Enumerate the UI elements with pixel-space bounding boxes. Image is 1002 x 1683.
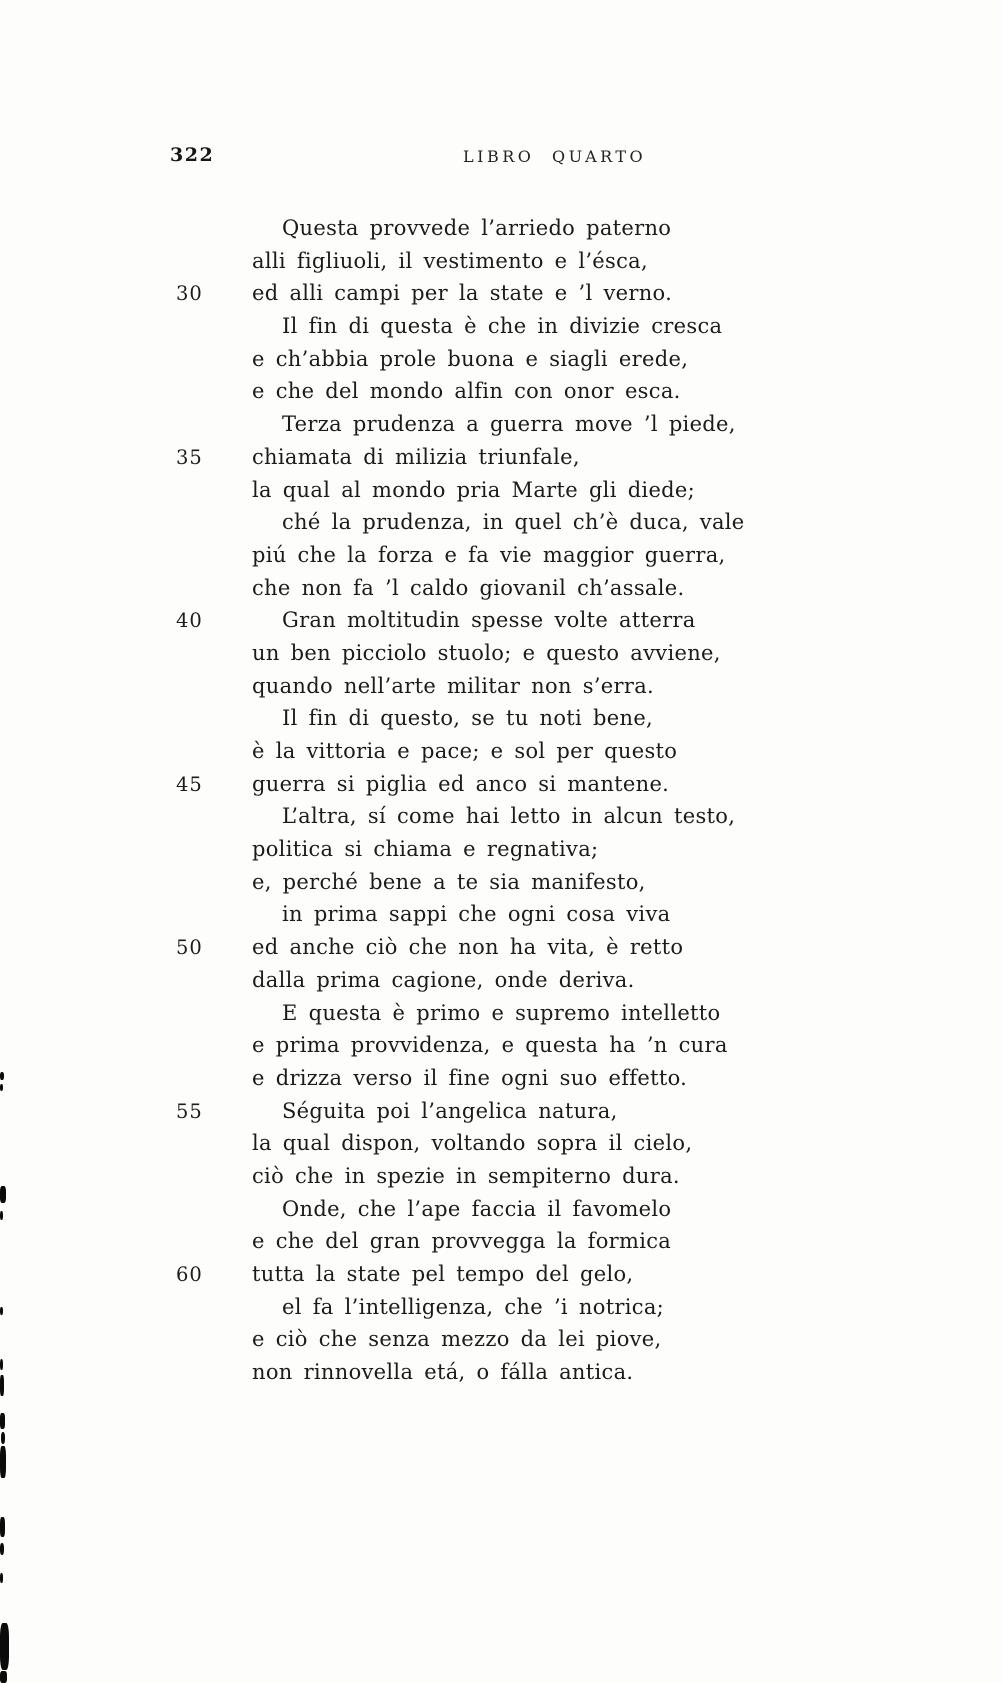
- line-number: 60: [176, 1263, 203, 1286]
- scan-artifact: [0, 1084, 3, 1091]
- verse-line: Terza prudenza a guerra move ’l piede,: [282, 412, 736, 437]
- verse-line: in prima sappi che ogni cosa viva: [282, 902, 671, 927]
- scan-artifact: [0, 1543, 4, 1555]
- verse-line: piú che la forza e fa vie maggior guerra,: [252, 542, 726, 567]
- verse-row: [176, 277, 812, 310]
- verse-row: [252, 245, 812, 278]
- verse-row: [252, 1062, 812, 1095]
- verse-row: [252, 997, 812, 1030]
- verse-line: tutta la state pel tempo del gelo,: [252, 1262, 634, 1286]
- verse-line: e che del gran provvegga la formica: [252, 1229, 672, 1254]
- verse-row: [252, 898, 812, 931]
- verse-line: e, perché bene a te sia manifesto,: [252, 869, 646, 894]
- scan-artifact: [0, 1517, 5, 1537]
- verse-row: [176, 441, 812, 474]
- verse-line: e prima provvidenza, e questa ha ’n cura: [252, 1033, 728, 1058]
- verse-row: [252, 572, 812, 605]
- verse-row: [252, 1356, 812, 1389]
- scan-artifact: [0, 1623, 9, 1670]
- verse-line: la qual dispon, voltando sopra il cielo,: [252, 1131, 693, 1156]
- verse-row: [252, 1029, 812, 1062]
- scan-artifact: [1, 1432, 5, 1444]
- verse-line: politica si chiama e regnativa;: [252, 837, 599, 862]
- verse-row: [252, 833, 812, 866]
- scan-artifact: [0, 1413, 5, 1429]
- scan-artifact: [0, 1359, 3, 1370]
- verse-row: [252, 1160, 812, 1193]
- verse-line: chiamata di milizia triunfale,: [252, 444, 580, 469]
- line-number: 55: [176, 1099, 203, 1123]
- verse-row: [252, 408, 812, 441]
- verse-line: Il fin di questo, se tu noti bene,: [282, 706, 654, 731]
- verse-row: [252, 735, 812, 768]
- verse-row: [252, 670, 812, 703]
- verse-row: [252, 702, 812, 735]
- verse-row: [252, 866, 812, 899]
- page-number: 322: [170, 144, 215, 166]
- scan-artifact: [0, 1072, 4, 1080]
- verse-line: Gran moltitudin spesse volte atterra: [282, 608, 696, 633]
- verse-row: [252, 375, 812, 408]
- running-title: LIBRO QUARTO: [463, 147, 647, 166]
- line-number: 40: [176, 609, 203, 633]
- verse-line: e ciò che senza mezzo da lei piove,: [252, 1327, 662, 1352]
- verse-line: Onde, che l’ape faccia il favomelo: [282, 1196, 672, 1221]
- verse-line: ed alli campi per la state e ’l verno.: [252, 281, 673, 306]
- verse-row: [252, 474, 812, 507]
- line-number: 45: [176, 772, 203, 796]
- scan-artifact: [0, 1211, 3, 1220]
- verse-line: quando nell’arte militar non s’erra.: [252, 673, 654, 698]
- verse-line: Il fin di questa è che in divizie cresca: [282, 314, 723, 339]
- verse-line: ché la prudenza, in quel ch’è duca, vale: [282, 510, 745, 535]
- verse-row: [252, 212, 812, 245]
- scan-artifact: [0, 1307, 3, 1315]
- verse-line: ed anche ciò che non ha vita, è retto: [252, 935, 684, 960]
- line-number: 30: [176, 282, 203, 306]
- verse-row: [252, 800, 812, 833]
- verse-line: ciò che in spezie in sempiterno dura.: [252, 1163, 680, 1188]
- scan-artifact: [0, 1186, 6, 1203]
- verse-line: non rinnovella etá, o fálla antica.: [252, 1360, 634, 1385]
- verse-row: [252, 1323, 812, 1356]
- scan-artifact: [0, 1446, 6, 1478]
- verse-line: è la vittoria e pace; e sol per questo: [252, 739, 678, 763]
- scan-artifact: [0, 1375, 4, 1396]
- scan-artifact: [0, 1573, 3, 1583]
- verse-line: dalla prima cagione, onde deriva.: [252, 967, 635, 992]
- verse-line: che non fa ’l caldo giovanil ch’assale.: [252, 575, 685, 600]
- verse-row: [252, 1225, 812, 1258]
- verse-row: [252, 310, 812, 343]
- verse-line: Séguita poi l’angelica natura,: [282, 1098, 618, 1123]
- verse-line: E questa è primo e supremo intelletto: [282, 1000, 721, 1025]
- verse-line: L’altra, sí come hai letto in alcun testo,: [282, 804, 736, 829]
- verse-row: [252, 1193, 812, 1226]
- verse-line: e ch’abbia prole buona e siagli erede,: [252, 346, 689, 371]
- verse-line: el fa l’intelligenza, che ’i notrica;: [282, 1294, 665, 1319]
- verse-row: [252, 506, 812, 539]
- verse-row: [252, 964, 812, 997]
- verse-row: [252, 1127, 812, 1160]
- scan-artifact: [0, 1671, 7, 1683]
- verse-line: un ben picciolo stuolo; e questo avviene,: [252, 640, 721, 665]
- verse-row: [176, 768, 812, 801]
- verse-row: [252, 539, 812, 572]
- verse-row: [176, 931, 812, 964]
- verse-row: [252, 343, 812, 376]
- verse-line: alli figliuoli, il vestimento e l’ésca,: [252, 248, 648, 273]
- verse-line: guerra si piglia ed anco si mantene.: [252, 771, 670, 796]
- verse-line: la qual al mondo pria Marte gli diede;: [252, 477, 696, 502]
- line-number: 35: [176, 445, 203, 469]
- verse-row: [176, 1095, 812, 1128]
- verse-line: e che del mondo alfin con onor esca.: [252, 379, 681, 404]
- verse-row: [176, 1258, 812, 1291]
- verse-row: [176, 604, 812, 637]
- verse-row: [252, 1291, 812, 1324]
- poem-text: [176, 212, 812, 1389]
- verse-row: [252, 637, 812, 670]
- line-number: 50: [176, 936, 203, 960]
- verse-line: Questa provvede l’arriedo paterno: [282, 216, 672, 240]
- verse-line: e drizza verso il fine ogni suo effetto.: [252, 1065, 688, 1090]
